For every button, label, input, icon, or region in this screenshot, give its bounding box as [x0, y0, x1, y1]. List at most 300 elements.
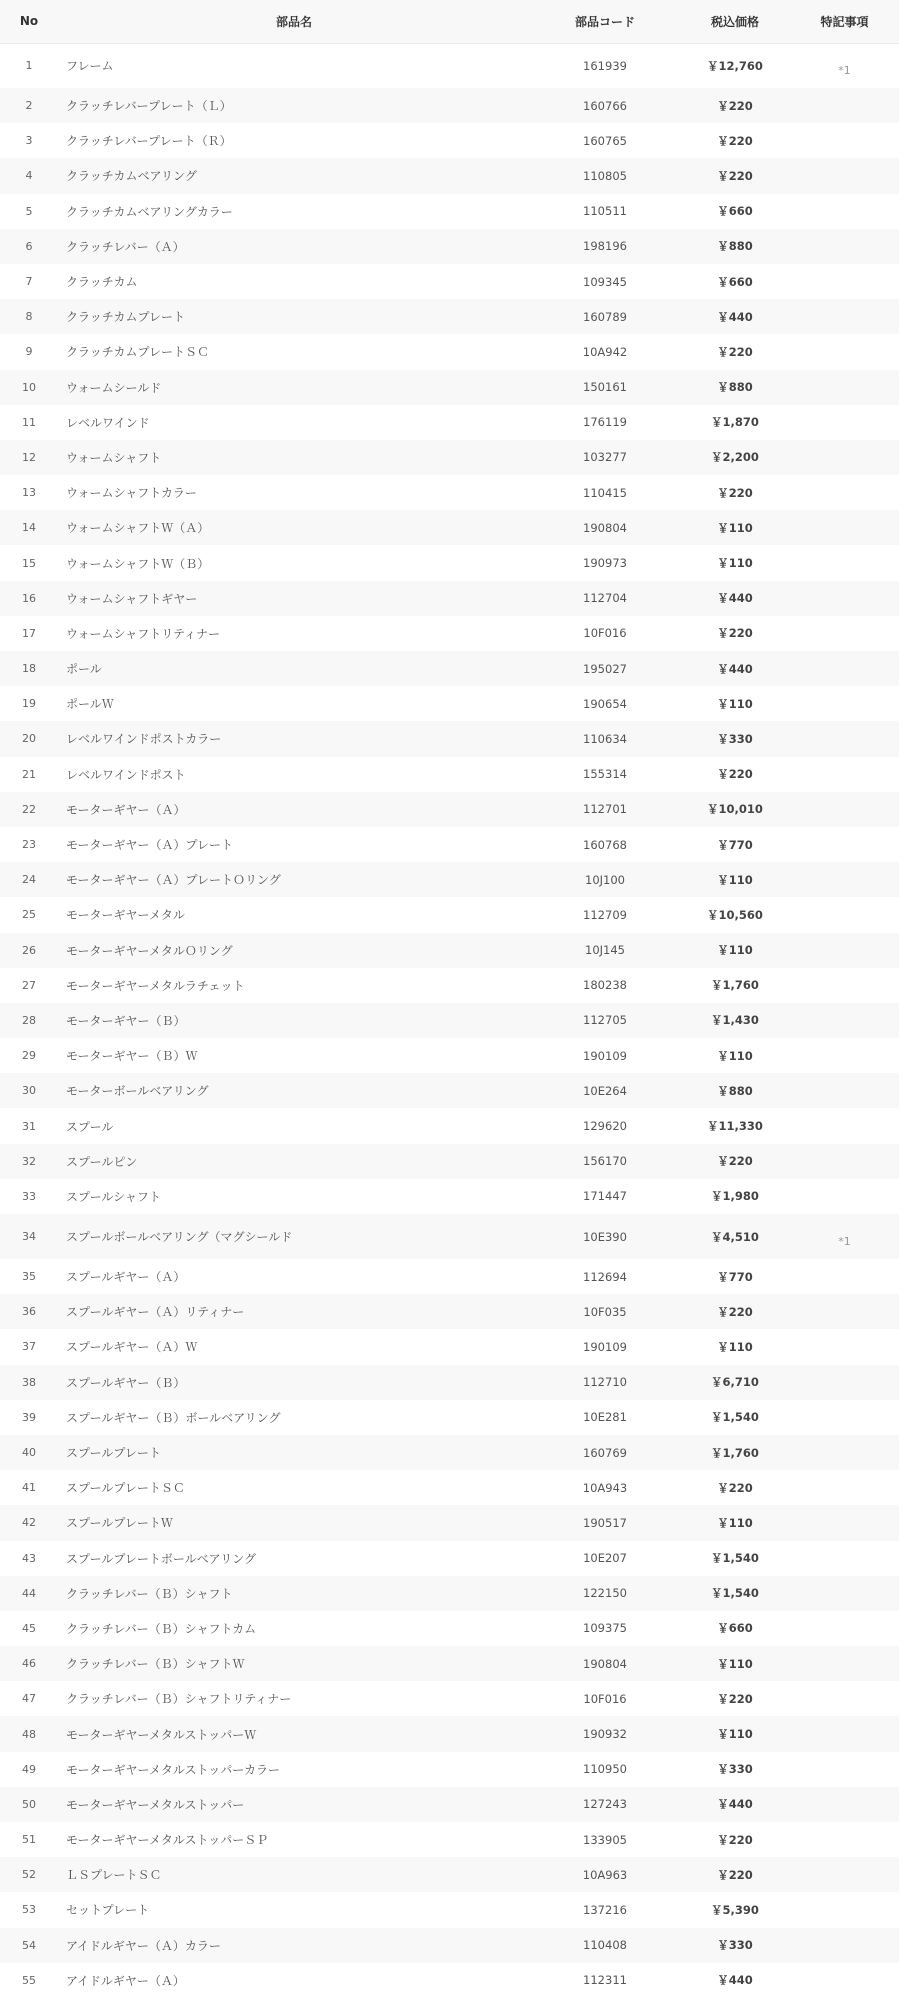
part-code: 10E281: [583, 1410, 627, 1425]
part-price: ￥220: [717, 1304, 753, 1319]
part-code: 190109: [583, 1339, 627, 1354]
part-code: 160769: [583, 1445, 627, 1460]
part-price: ￥880: [717, 239, 753, 254]
row-no: 18: [22, 662, 36, 676]
part-note: [790, 334, 899, 369]
part-code: 176119: [583, 415, 627, 430]
part-note: [790, 264, 899, 299]
part-note: [790, 1505, 899, 1540]
part-name: ウォームシャフトリティナー: [66, 626, 221, 641]
part-code: 110415: [583, 485, 627, 500]
table-row: [0, 88, 899, 123]
part-name: クラッチカムベアリング: [66, 169, 197, 184]
part-price: ￥1,870: [711, 415, 759, 430]
part-price: ￥1,540: [711, 1551, 759, 1566]
part-price: ￥11,330: [707, 1119, 763, 1134]
table-row: [0, 933, 899, 968]
part-price: ￥1,760: [711, 978, 759, 993]
row-no: 8: [25, 310, 33, 324]
part-code: 122150: [583, 1586, 627, 1601]
part-name: モーターギヤー（Ａ）: [66, 802, 186, 817]
part-price: ￥220: [717, 1832, 753, 1847]
part-price: ￥110: [717, 943, 753, 958]
part-note: [790, 1963, 899, 1998]
table-header: [0, 0, 899, 43]
part-name: スプールギヤー（Ｂ）: [66, 1375, 186, 1390]
part-note: [790, 475, 899, 510]
part-code: 109375: [583, 1621, 627, 1636]
part-note: [790, 616, 899, 651]
part-price: ￥880: [717, 380, 753, 395]
row-no: 22: [22, 802, 36, 816]
part-note: [790, 933, 899, 968]
part-name: フレーム: [66, 59, 114, 74]
part-note: [790, 581, 899, 616]
part-note: [790, 229, 899, 264]
table-row: [0, 1892, 899, 1927]
table-row: [0, 686, 899, 721]
part-name: モーターボールベアリング: [66, 1084, 209, 1099]
table-row: [0, 1716, 899, 1751]
part-name: モーターギヤーメタル: [66, 908, 185, 923]
row-no: 27: [22, 978, 36, 992]
table-row: [0, 1003, 899, 1038]
row-no: 19: [22, 697, 36, 711]
row-no: 16: [22, 591, 36, 605]
part-code: 110634: [583, 731, 627, 746]
row-no: 17: [22, 626, 36, 640]
table-row: [0, 1505, 899, 1540]
table-row: [0, 1400, 899, 1435]
part-note: [790, 158, 899, 193]
row-no: 41: [22, 1481, 36, 1495]
row-no: 14: [22, 521, 36, 535]
part-note: [790, 1073, 899, 1108]
row-no: 51: [22, 1833, 36, 1847]
part-code: 110805: [583, 168, 627, 183]
part-note: [790, 862, 899, 897]
part-note: [790, 1144, 899, 1179]
part-price: ￥1,540: [711, 1410, 759, 1425]
part-note: [790, 897, 899, 932]
table-row: [0, 1681, 899, 1716]
part-code: 161939: [583, 58, 627, 73]
part-note: [790, 1681, 899, 1716]
part-price: ￥5,390: [711, 1902, 759, 1917]
part-name: スプールギヤー（Ａ）: [66, 1270, 186, 1285]
part-price: ￥220: [717, 1691, 753, 1706]
part-code: 190517: [583, 1515, 627, 1530]
row-no: 35: [22, 1270, 36, 1284]
table-row: [0, 510, 899, 545]
part-name: クラッチレバー（Ｂ）シャフトリティナー: [66, 1692, 292, 1707]
part-price: ￥1,980: [711, 1189, 759, 1204]
part-code: 112710: [583, 1375, 627, 1390]
part-name: スプールギヤー（Ａ）Ｗ: [66, 1340, 198, 1355]
part-note: [790, 686, 899, 721]
table-row: [0, 1179, 899, 1214]
part-name: スプールシャフト: [66, 1189, 161, 1204]
table-row: [0, 968, 899, 1003]
part-code: 160789: [583, 309, 627, 324]
part-note: [790, 1857, 899, 1892]
part-code: 190932: [583, 1727, 627, 1742]
row-no: 2: [25, 99, 33, 113]
part-name: スプールボールベアリング（マグシールド: [66, 1230, 293, 1244]
part-note: [790, 1928, 899, 1963]
table-row: [0, 1435, 899, 1470]
part-name: クラッチレバープレート（Ｒ）: [66, 134, 232, 149]
part-code: 129620: [583, 1119, 627, 1134]
part-code: 112701: [583, 802, 627, 817]
part-code: 10J145: [585, 943, 625, 958]
part-code: 10A942: [582, 344, 628, 359]
part-code: 133905: [583, 1832, 627, 1847]
row-no: 26: [22, 943, 36, 957]
part-code: 160768: [583, 837, 627, 852]
part-name: クラッチカム: [66, 275, 138, 290]
table-row: [0, 721, 899, 756]
part-code: 109345: [583, 274, 627, 289]
part-price: ￥2,200: [711, 450, 759, 465]
part-name: クラッチカムプレートＳＣ: [66, 345, 210, 360]
part-code: 190654: [583, 696, 627, 711]
row-no: 36: [22, 1305, 36, 1319]
part-note: [790, 1752, 899, 1787]
part-note: [790, 1611, 899, 1646]
part-note: [790, 194, 899, 229]
table-row: [0, 1822, 899, 1857]
part-name: ウォームシャフト: [66, 450, 162, 465]
table-row: [0, 475, 899, 510]
part-code: 160765: [583, 133, 627, 148]
part-price: ￥770: [717, 1269, 753, 1284]
row-no: 5: [25, 204, 33, 218]
part-note: [790, 510, 899, 545]
part-note: [790, 1329, 899, 1364]
row-no: 43: [22, 1551, 36, 1565]
part-code: 112694: [583, 1269, 627, 1284]
table-row: [0, 1541, 899, 1576]
row-no: 44: [22, 1586, 36, 1600]
part-note: [790, 1716, 899, 1751]
part-name: スプールプレート: [66, 1446, 161, 1461]
row-no: 53: [22, 1903, 36, 1917]
part-note: [790, 1179, 899, 1214]
part-name: ウォームシャフトギヤー: [66, 591, 198, 606]
table-row: [0, 616, 899, 651]
part-name: モーターギヤー（Ｂ）: [66, 1013, 186, 1028]
table-row: [0, 581, 899, 616]
table-row: [0, 1857, 899, 1892]
part-name: ＬＳプレートＳＣ: [66, 1868, 162, 1883]
table-body: [0, 43, 899, 1998]
part-name: スプールギヤー（Ａ）リティナー: [66, 1305, 245, 1320]
part-name: スプールプレートＷ: [66, 1516, 173, 1531]
part-name: クラッチレバー（Ｂ）シャフト: [66, 1586, 233, 1601]
part-code: 10F035: [583, 1304, 627, 1319]
part-note: [790, 757, 899, 792]
part-code: 127243: [583, 1797, 627, 1812]
part-code: 171447: [583, 1189, 627, 1204]
row-no: 31: [22, 1119, 36, 1133]
table-row: [0, 792, 899, 827]
row-no: 28: [22, 1013, 36, 1027]
header-price: 税込価格: [710, 14, 759, 29]
row-no: 25: [22, 908, 36, 922]
part-note: [790, 1576, 899, 1611]
part-name: スプールピン: [66, 1154, 138, 1169]
part-price: ￥440: [717, 309, 753, 324]
part-price: ￥1,540: [711, 1586, 759, 1601]
part-code: 155314: [583, 767, 627, 782]
part-price: ￥220: [717, 168, 753, 183]
part-price: ￥660: [717, 204, 753, 219]
part-price: ￥330: [717, 731, 753, 746]
part-price: ￥110: [717, 1339, 753, 1354]
part-name: モーターギヤーメタルストッパーＳＰ: [66, 1833, 269, 1848]
part-code: 110511: [583, 204, 627, 219]
part-price: ￥220: [717, 98, 753, 113]
part-note: [790, 792, 899, 827]
table-row: [0, 1470, 899, 1505]
header-row: [0, 0, 899, 43]
table-row: [0, 1752, 899, 1787]
table-row: [0, 1038, 899, 1073]
part-name: セットプレート: [66, 1903, 150, 1918]
part-code: 137216: [583, 1902, 627, 1917]
part-code: 10E390: [583, 1229, 627, 1244]
part-price: ￥1,760: [711, 1445, 759, 1460]
part-price: ￥110: [717, 520, 753, 535]
row-no: 23: [22, 838, 36, 852]
part-price: ￥10,010: [707, 802, 763, 817]
part-code: 160766: [583, 98, 627, 113]
row-no: 54: [22, 1938, 36, 1952]
part-note: [790, 1787, 899, 1822]
part-name: クラッチレバー（Ｂ）シャフトカム: [66, 1621, 257, 1636]
table-row: [0, 545, 899, 580]
part-price: ￥220: [717, 626, 753, 641]
part-name: ウォームシャフトＷ（Ａ）: [66, 521, 210, 536]
part-name: クラッチレバー（Ａ）: [66, 239, 185, 254]
part-code: 156170: [583, 1154, 627, 1169]
part-code: 10E264: [583, 1083, 627, 1098]
part-code: 10E207: [583, 1551, 627, 1566]
part-price: ￥220: [717, 1867, 753, 1882]
part-name: モーターギヤーメタルＯリング: [66, 943, 233, 958]
table-row: [0, 405, 899, 440]
table-row: [0, 651, 899, 686]
part-note: [790, 1541, 899, 1576]
part-code: 10A943: [582, 1480, 628, 1495]
row-no: 52: [22, 1868, 36, 1882]
part-code: 112705: [583, 1013, 627, 1028]
table-row: [0, 1365, 899, 1400]
part-price: ￥6,710: [711, 1375, 759, 1390]
row-no: 13: [22, 486, 36, 500]
part-name: モーターギヤーメタルストッパーＷ: [66, 1727, 257, 1742]
row-no: 42: [22, 1516, 36, 1530]
row-no: 40: [22, 1446, 36, 1460]
part-name: スプールプレートＳＣ: [66, 1481, 185, 1496]
table-row: [0, 1259, 899, 1294]
table-row: [0, 1214, 899, 1259]
part-price: ￥110: [717, 1048, 753, 1063]
part-note: [790, 827, 899, 862]
part-name: スプールギヤー（Ｂ）ボールベアリング: [66, 1410, 281, 1425]
row-no: 1: [25, 59, 33, 73]
part-note: *1: [838, 64, 851, 78]
table-row: [0, 1073, 899, 1108]
row-no: 15: [22, 556, 36, 570]
part-price: ￥770: [717, 837, 753, 852]
part-code: 110408: [583, 1938, 627, 1953]
part-price: ￥440: [717, 1797, 753, 1812]
part-price: ￥440: [717, 1973, 753, 1988]
row-no: 38: [22, 1375, 36, 1389]
row-no: 20: [22, 732, 36, 746]
row-no: 45: [22, 1621, 36, 1635]
row-no: 48: [22, 1727, 36, 1741]
row-no: 12: [22, 450, 36, 464]
table-row: [0, 1576, 899, 1611]
part-note: [790, 1108, 899, 1143]
part-price: ￥220: [717, 1480, 753, 1495]
row-no: 29: [22, 1049, 36, 1063]
part-price: ￥4,510: [711, 1229, 759, 1244]
part-price: ￥110: [717, 1727, 753, 1742]
header-notes: 特記事項: [820, 14, 869, 29]
part-name: モーターギヤー（Ａ）プレートＯリング: [66, 873, 281, 888]
row-no: 32: [22, 1154, 36, 1168]
row-no: 55: [22, 1973, 36, 1987]
part-note: [790, 545, 899, 580]
table-row: [0, 862, 899, 897]
table-row: [0, 1611, 899, 1646]
part-note: [790, 1892, 899, 1927]
row-no: 4: [25, 169, 33, 183]
part-note: [790, 1003, 899, 1038]
part-price: ￥110: [717, 1656, 753, 1671]
part-note: [790, 721, 899, 756]
table-row: [0, 1294, 899, 1329]
part-price: ￥660: [717, 1621, 753, 1636]
row-no: 11: [22, 415, 36, 429]
row-no: 24: [22, 873, 36, 887]
part-price: ￥330: [717, 1938, 753, 1953]
table-row: [0, 229, 899, 264]
table-row: [0, 43, 899, 88]
part-note: [790, 370, 899, 405]
part-name: クラッチカムベアリングカラー: [66, 204, 233, 219]
part-name: ウォームシールド: [66, 380, 162, 395]
header-part-code: 部品コード: [574, 14, 635, 29]
part-note: [790, 651, 899, 686]
part-code: 10J100: [585, 872, 625, 887]
part-code: 180238: [583, 978, 627, 993]
part-code: 112311: [583, 1973, 627, 1988]
table-row: [0, 440, 899, 475]
table-row: [0, 370, 899, 405]
row-no: 50: [22, 1797, 36, 1811]
part-note: [790, 440, 899, 475]
part-price: ￥1,430: [711, 1013, 759, 1028]
part-code: 10F016: [583, 1691, 627, 1706]
part-note: [790, 968, 899, 1003]
table-row: [0, 1108, 899, 1143]
part-name: モーターギヤーメタルストッパーカラー: [66, 1762, 280, 1777]
part-code: 112709: [583, 907, 627, 922]
table-row: [0, 757, 899, 792]
table-row: [0, 1963, 899, 1998]
row-no: 10: [22, 380, 36, 394]
part-name: クラッチレバー（Ｂ）シャフトＷ: [66, 1657, 245, 1672]
part-name: アイドルギヤー（Ａ）: [66, 1973, 185, 1988]
part-note: [790, 299, 899, 334]
part-note: [790, 1435, 899, 1470]
part-code: 150161: [583, 380, 627, 395]
part-note: [790, 1259, 899, 1294]
table-row: [0, 264, 899, 299]
part-note: [790, 1365, 899, 1400]
part-price: ￥220: [717, 1154, 753, 1169]
part-code: 103277: [583, 450, 627, 465]
part-price: ￥880: [717, 1083, 753, 1098]
part-price: ￥110: [717, 1515, 753, 1530]
part-name: アイドルギヤー（Ａ）カラー: [66, 1938, 221, 1953]
part-price: ￥110: [717, 556, 753, 571]
part-code: 198196: [583, 239, 627, 254]
part-note: [790, 405, 899, 440]
part-price: ￥12,760: [707, 58, 763, 73]
part-code: 10A963: [582, 1867, 628, 1882]
row-no: 49: [22, 1762, 36, 1776]
row-no: 7: [25, 275, 33, 289]
part-note: [790, 1822, 899, 1857]
part-note: *1: [838, 1235, 851, 1248]
table-row: [0, 299, 899, 334]
table-row: [0, 1787, 899, 1822]
part-name: モーターギヤーメタルラチェット: [66, 978, 245, 993]
row-no: 37: [22, 1340, 36, 1354]
part-note: [790, 1038, 899, 1073]
row-no: 33: [22, 1189, 36, 1203]
table-row: [0, 1928, 899, 1963]
part-name: クラッチレバープレート（Ｌ）: [66, 99, 232, 114]
part-note: [790, 1400, 899, 1435]
part-price: ￥220: [717, 485, 753, 500]
part-name: モーターギヤー（Ａ）プレート: [66, 838, 234, 853]
part-name: レベルワインド: [66, 415, 150, 430]
table-row: [0, 827, 899, 862]
part-price: ￥110: [717, 696, 753, 711]
row-no: 39: [22, 1410, 36, 1424]
table-row: [0, 1329, 899, 1364]
header-no: No: [19, 14, 39, 29]
part-name: レベルワインドポスト: [66, 767, 186, 782]
part-code: 195027: [583, 661, 627, 676]
part-code: 190804: [583, 1656, 627, 1671]
table-row: [0, 897, 899, 932]
part-name: ポールＷ: [66, 697, 114, 712]
part-name: ポール: [66, 662, 102, 677]
part-note: [790, 1470, 899, 1505]
part-note: [790, 88, 899, 123]
part-code: 190973: [583, 556, 627, 571]
part-price: ￥440: [717, 661, 753, 676]
table-row: [0, 194, 899, 229]
